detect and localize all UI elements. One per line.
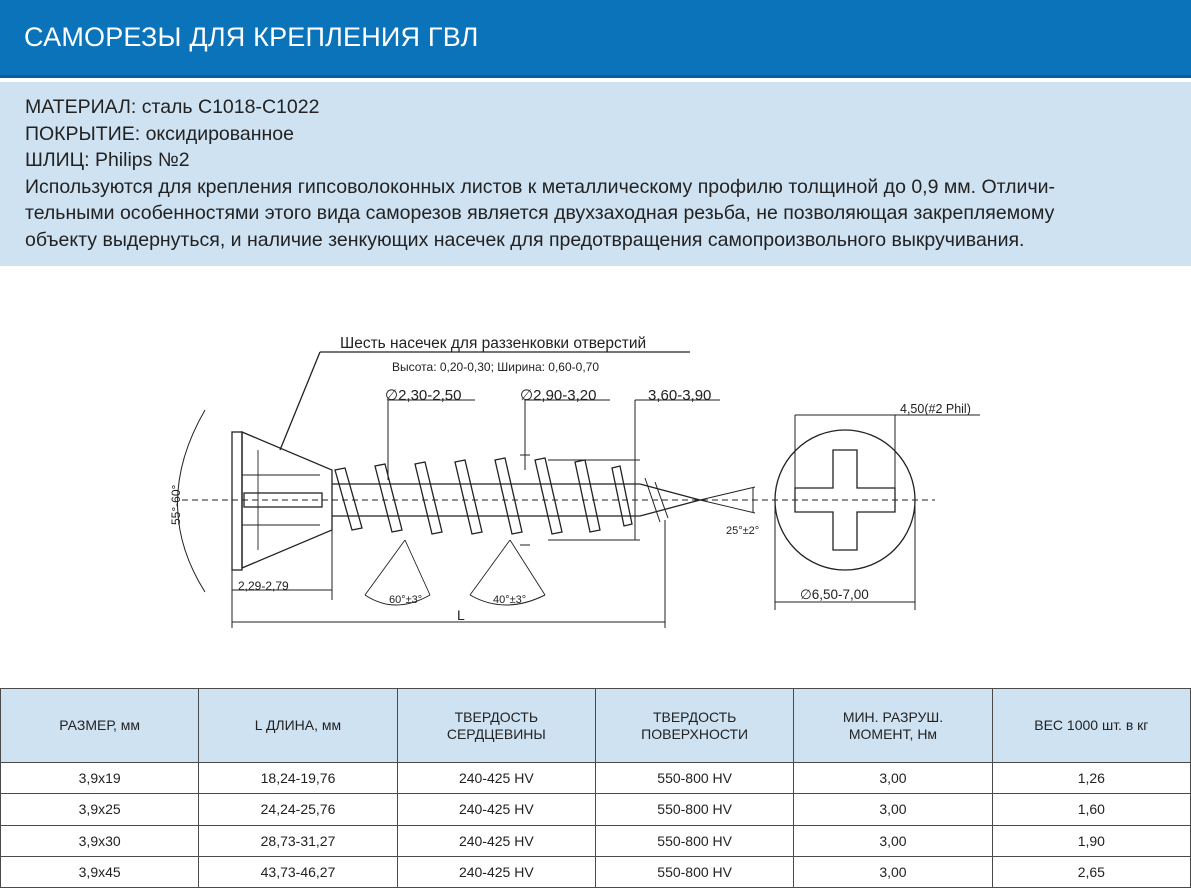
cell-length: 28,73-31,27 xyxy=(199,825,397,856)
cell-length: 24,24-25,76 xyxy=(199,794,397,825)
coating-line: ПОКРЫТИЕ: оксидированное xyxy=(25,122,294,145)
table-row xyxy=(1,825,1191,856)
cell-core-hardness: 240-425 HV xyxy=(397,825,595,856)
dim-outer-label: ∅2,90-3,20 xyxy=(520,387,597,404)
cell-weight: 1,90 xyxy=(992,825,1190,856)
cell-length: 43,73-46,27 xyxy=(199,856,397,887)
cell-surface-hardness: 550-800 HV xyxy=(595,794,793,825)
page-title: САМОРЕЗЫ ДЛЯ КРЕПЛЕНИЯ ГВЛ xyxy=(24,22,479,52)
header-min-torque: МИН. РАЗРУШ. МОМЕНТ, Нм xyxy=(794,689,992,763)
angle-40-label: 40°±3° xyxy=(493,594,527,606)
cell-size: 3,9x30 xyxy=(1,825,199,856)
cell-length: 18,24-19,76 xyxy=(199,763,397,794)
cell-core-hardness: 240-425 HV xyxy=(397,794,595,825)
cell-surface-hardness: 550-800 HV xyxy=(595,763,793,794)
cell-weight: 2,65 xyxy=(992,856,1190,887)
cell-size: 3,9x25 xyxy=(1,794,199,825)
angle-60-label: 60°±3° xyxy=(389,594,423,606)
cell-min-torque: 3,00 xyxy=(794,856,992,887)
header-length: L ДЛИНА, мм xyxy=(199,689,397,763)
info-panel xyxy=(0,82,1191,266)
specs-table xyxy=(0,688,1191,888)
cell-core-hardness: 240-425 HV xyxy=(397,856,595,887)
head-height-label: 2,29-2,79 xyxy=(238,579,289,593)
dim-inner-value: 2,30-2,50 xyxy=(398,387,462,404)
description-line-2: тельными особенностями этого вида саморезов является двухзаходная резьба, не позволяющая закрепляемому xyxy=(25,202,1055,224)
header-weight: ВЕС 1000 шт. в кг xyxy=(992,689,1190,763)
dim-thread-label: 3,60-3,90 xyxy=(648,387,712,404)
head-angle-label: 55°-60° xyxy=(169,484,183,525)
page-header xyxy=(0,0,1191,78)
description-line-3: объекту выдернуться, и наличие зенкующих насечек для предотвращения самопроизвольного выкручивания. xyxy=(25,228,1025,251)
cell-core-hardness: 240-425 HV xyxy=(397,763,595,794)
header-core-hardness: ТВЕРДОСТЬ СЕРДЦЕВИНЫ xyxy=(397,689,595,763)
tip-angle-label: 25°±2° xyxy=(726,525,760,537)
screw-drawing xyxy=(0,270,1191,680)
head-diameter-label: ∅6,50-7,00 xyxy=(800,587,869,602)
notch-dims-label: Высота: 0,20-0,30; Ширина: 0,60-0,70 xyxy=(392,360,600,374)
slot-line: ШЛИЦ: Philips №2 xyxy=(25,149,190,171)
table-header-row xyxy=(1,689,1191,763)
cell-min-torque: 3,00 xyxy=(794,794,992,825)
notch-title-label: Шесть насечек для раззенковки отверстий xyxy=(340,335,647,352)
header-size: РАЗМЕР, мм xyxy=(1,689,199,763)
cell-surface-hardness: 550-800 HV xyxy=(595,856,793,887)
length-label: L xyxy=(457,607,465,623)
cell-min-torque: 3,00 xyxy=(794,763,992,794)
table-row xyxy=(1,763,1191,794)
phil-size-label: 4,50(#2 Phil) xyxy=(900,402,971,416)
thread-crests xyxy=(335,458,632,534)
cell-weight: 1,60 xyxy=(992,794,1190,825)
table-row xyxy=(1,794,1191,825)
cell-size: 3,9x45 xyxy=(1,856,199,887)
screw-drawing-svg xyxy=(0,270,1191,680)
cell-size: 3,9x19 xyxy=(1,763,199,794)
head-diameter-value: 6,50-7,00 xyxy=(811,587,869,602)
table-row xyxy=(1,856,1191,887)
cell-min-torque: 3,00 xyxy=(794,825,992,856)
dim-outer-value: 2,90-3,20 xyxy=(533,387,597,404)
dim-inner-label: ∅2,30-2,50 xyxy=(385,387,462,404)
description-line-1: Используются для крепления гипсоволоконных листов к металлическому профилю толщиной до 0,9 мм. Отличи- xyxy=(25,175,1055,198)
cell-weight: 1,26 xyxy=(992,763,1190,794)
header-surface-hardness: ТВЕРДОСТЬ ПОВЕРХНОСТИ xyxy=(595,689,793,763)
material-line: МАТЕРИАЛ: сталь С1018-С1022 xyxy=(25,96,320,118)
cell-surface-hardness: 550-800 HV xyxy=(595,825,793,856)
screw-head-plate xyxy=(232,432,242,570)
